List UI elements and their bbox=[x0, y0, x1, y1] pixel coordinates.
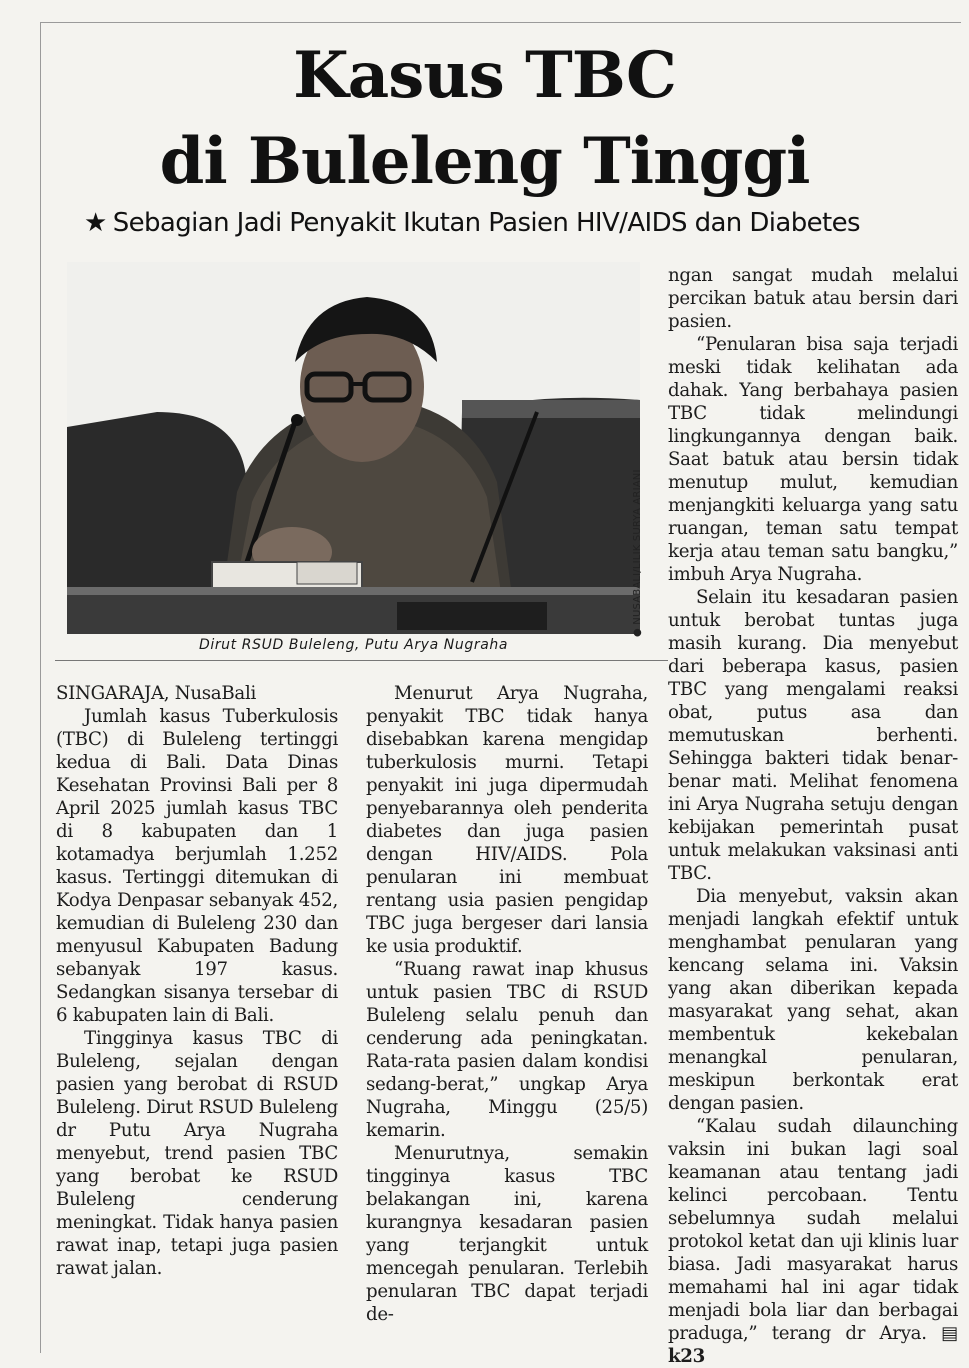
article-column-3 bbox=[668, 264, 958, 1368]
paragraph: Tingginya kasus TBC di Buleleng, sejalan dengan pasien yang berobat di RSUD Buleleng. Dirut RSUD Buleleng dr Putu Arya Nugraha menyebut, trend pasien TBC yang berobat ke RSUD Buleleng cenderung meningkat. Tidak hanya pasien rawat inap, tetapi juga pasien rawat jalan. bbox=[56, 1028, 338, 1279]
article-column-2 bbox=[366, 682, 648, 1326]
paragraph bbox=[668, 1115, 958, 1368]
subheadline-text: Sebagian Jadi Penyakit Ikutan Pasien HIV/AIDS dan Diabetes bbox=[112, 208, 860, 238]
closing-text: “Kalau sudah dilaunching vaksin ini bukan lagi soal keamanan atau tentang jadi kelinci percobaan. Tentu sebelumnya sudah melalui protokol ketat dan uji klinis luar biasa. Jadi masyarakat harus memahami hal ini agar tidak menjadi bola liar dan berbagai praduga,” terang dr Arya. bbox=[668, 1116, 958, 1344]
photo-credit: ● NUSABALI/LILIK SURYA ARIANI bbox=[632, 469, 643, 637]
photo-illustration bbox=[67, 262, 640, 634]
article-column-1 bbox=[56, 682, 338, 1280]
caption-rule bbox=[55, 660, 668, 661]
paragraph: Menurutnya, semakin tingginya kasus TBC belakangan ini, karena kurangnya kesadaran pasien yang terjangkit untuk mencegah penularan. Terlebih penularan TBC dapat terjadi de- bbox=[366, 1143, 648, 1325]
paragraph: Dia menyebut, vaksin akan menjadi langkah efektif untuk menghambat penularan yang kencang selama ini. Vaksin yang akan diberikan kepada masyarakat yang sehat, akan membentuk kekebalan menangkal penularan, meskipun berkontak erat dengan pasien. bbox=[668, 886, 958, 1114]
headline-line-1: Kasus TBC bbox=[293, 38, 676, 113]
subheadline bbox=[84, 208, 964, 238]
photo-credit-text: NUSABALI/LILIK SURYA ARIANI bbox=[632, 469, 643, 625]
star-icon: ★ bbox=[84, 208, 107, 238]
dateline: SINGARAJA, NusaBali bbox=[56, 683, 256, 704]
paragraph: ngan sangat mudah melalui percikan batuk atau bersin dari pasien. bbox=[668, 265, 958, 332]
article-photo bbox=[67, 262, 640, 634]
paragraph: “Ruang rawat inap khusus untuk pasien TBC di RSUD Buleleng selalu penuh dan cenderung ada peningkatan. Rata-rata pasien dalam kondisi sedang-berat,” ungkap Arya Nugraha, Minggu (25/5) kemarin. bbox=[366, 959, 648, 1141]
headline-line-2: di Buleleng Tinggi bbox=[159, 124, 810, 199]
paragraph: Jumlah kasus Tuberkulosis (TBC) di Buleleng tertinggi kedua di Bali. Data Dinas Kesehatan Provinsi Bali per 8 April 2025 jumlah kasus TBC di 8 kabupaten dan 1 kotamadya berjumlah 1.252 kasus. Tertinggi ditemukan di Kodya Denpasar sebanyak 452, kemudian di Buleleng 230 dan menyusul Kabupaten Badung sebanyak 197 kasus. Sedangkan sisanya tersebar di 6 kabupaten lain di Bali. bbox=[56, 706, 338, 1026]
author-signature: k23 bbox=[668, 1346, 706, 1367]
newspaper-icon: ▤ bbox=[941, 1323, 959, 1344]
paragraph: Menurut Arya Nugraha, penyakit TBC tidak hanya disebabkan karena mengidap tuberkulosis murni. Tetapi penyakit ini juga dipermudah penyebarannya oleh penderita diabetes dan juga pasien dengan HIV/AIDS. Pola penularan ini membuat rentang usia pasien pengidap TBC juga bergeser dari lansia ke usia produktif. bbox=[366, 683, 648, 957]
paragraph: “Penularan bisa saja terjadi meski tidak kelihatan ada dahak. Yang berbahaya pasien TBC tidak melindungi lingkungannya dengan baik. Saat batuk atau bersin tidak menutup mulut, kemudian menjangkiti keluarga yang satu ruangan, teman satu tempat kerja atau teman satu bangku,” imbuh Arya Nugraha. bbox=[668, 334, 958, 585]
paragraph: Selain itu kesadaran pasien untuk berobat tuntas juga masih kurang. Dia menyebut dari beberapa kasus, pasien TBC yang mengalami reaksi obat, putus asa dan memutuskan berhenti. Sehingga bakteri tidak benar-benar mati. Melihat fenomena ini Arya Nugraha setuju dengan kebijakan pemerintah pusat untuk melakukan vaksinasi anti TBC. bbox=[668, 587, 958, 884]
photo-caption: Dirut RSUD Buleleng, Putu Arya Nugraha bbox=[198, 637, 509, 653]
